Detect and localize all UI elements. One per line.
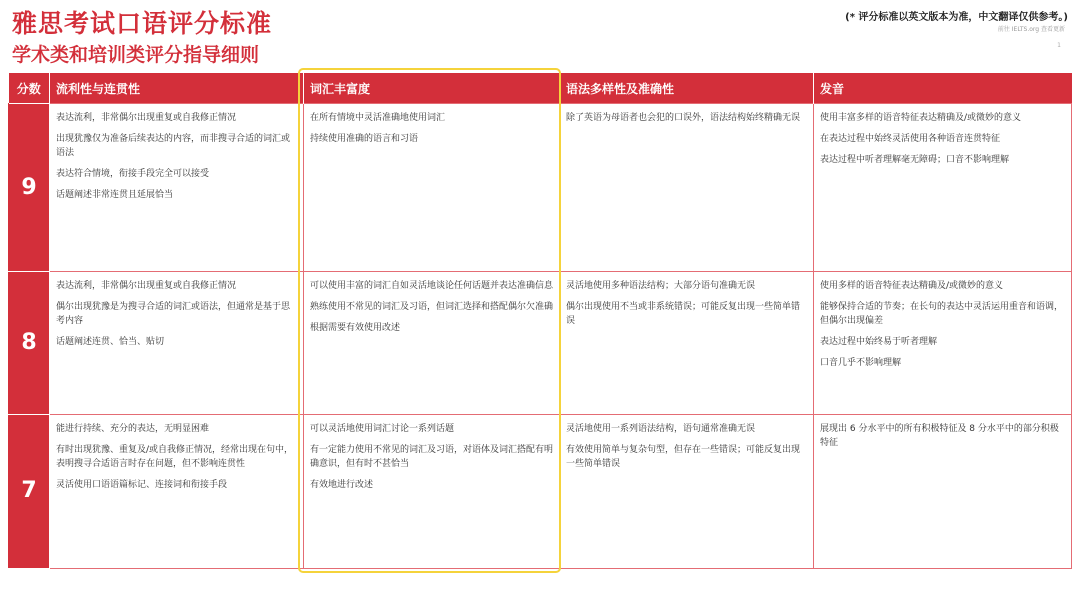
- score-cell: 9: [9, 104, 50, 272]
- descriptor: 熟练使用不常见的词汇及习语，但词汇选择和搭配偶尔欠准确: [310, 302, 554, 313]
- grammar-cell: [560, 414, 814, 568]
- descriptor: 根据需要有效使用改述: [310, 323, 401, 334]
- page-subtitle: 学术类和培训类评分指导细则: [12, 44, 260, 66]
- table-header-row: [9, 73, 1072, 104]
- descriptor: 偶尔出现犹豫是为搜寻合适的词汇或语法，但通常是基于思考内容: [56, 302, 291, 327]
- table-row: [9, 272, 1072, 414]
- column-header-fluency: 流利性与连贯性: [50, 73, 304, 104]
- criteria-table: [8, 73, 1072, 569]
- descriptor: 除了英语为母语者也会犯的口误外，语法结构始终精确无误: [566, 113, 801, 123]
- descriptor: 在表达过程中始终灵活使用各种语音连贯特征: [820, 134, 1001, 144]
- descriptor: 灵活地使用一系列语法结构，语句通常准确无误: [566, 423, 756, 434]
- descriptor: 展现出 6 分水平中的所有积极特征及 8 分水平中的部分积极特征: [820, 423, 1059, 448]
- descriptor: 表达流利，非常偶尔出现重复或自我修正情况: [56, 281, 237, 292]
- pronunciation-cell: [814, 272, 1072, 414]
- fluency-cell: [50, 414, 304, 568]
- lexical-cell: [304, 104, 560, 272]
- descriptor: 表达流利，非常偶尔出现重复或自我修正情况: [56, 113, 237, 123]
- descriptor: 在所有情境中灵活准确地使用词汇: [310, 113, 446, 123]
- descriptor: 口音几乎不影响理解: [820, 358, 902, 369]
- descriptor: 出现犹豫仅为准备后续表达的内容，而非搜寻合适的词汇或语法: [56, 134, 291, 158]
- pronunciation-cell: [814, 104, 1072, 272]
- descriptor: 有一定能力使用不常见的词汇及习语，对语体及词汇搭配有明确意识，但有时不甚恰当: [310, 444, 554, 469]
- page-title: 雅思考试口语评分标准: [12, 9, 273, 38]
- page-number: 1: [1057, 42, 1061, 49]
- column-header-grammar: 语法多样性及准确性: [560, 73, 814, 104]
- translation-note: (* 评分标准以英文版本为准，中文翻译仅供参考。): [845, 12, 1068, 23]
- pronunciation-cell: [814, 414, 1072, 568]
- descriptor: 表达过程中始终易于听者理解: [820, 337, 938, 348]
- descriptor: 灵活使用口语语篇标记、连接词和衔接手段: [56, 479, 228, 490]
- descriptor: 能够保持合适的节奏；在长句的表达中灵活运用重音和语调，但偶尔出现偏差: [820, 302, 1064, 327]
- lexical-cell: [304, 414, 560, 568]
- column-header-lexical: 词汇丰富度: [304, 73, 560, 104]
- fluency-cell: [50, 104, 304, 272]
- lexical-cell: [304, 272, 560, 414]
- grammar-cell: [560, 104, 814, 272]
- score-cell: 8: [9, 272, 50, 414]
- descriptor: 话题阐述非常连贯且延展恰当: [56, 190, 174, 200]
- fluency-cell: [50, 272, 304, 414]
- descriptor: 持续使用准确的语言和习语: [310, 134, 419, 144]
- ielts-update-link[interactable]: 前往 IELTS.org 查看更新: [997, 26, 1065, 33]
- descriptor: 可以使用丰富的词汇自如灵活地谈论任何话题并表达准确信息: [310, 281, 554, 292]
- descriptor: 有效使用简单与复杂句型，但存在一些错误；可能反复出现一些简单错误: [566, 444, 801, 469]
- descriptor: 灵活地使用多种语法结构；大部分语句准确无误: [566, 281, 756, 292]
- descriptor: 有效地进行改述: [310, 479, 374, 490]
- descriptor: 使用丰富多样的语音特征表达精确及/或微妙的意义: [820, 113, 1022, 123]
- table-row: [9, 104, 1072, 272]
- descriptor: 话题阐述连贯、恰当、贴切: [56, 337, 165, 348]
- column-header-score: 分数: [9, 73, 50, 104]
- column-header-pronunciation: 发音: [814, 73, 1072, 104]
- descriptor: 有时出现犹豫、重复及/或自我修正情况，经常出现在句中，表明搜寻合适语言时存在问题，但不影响连贯性: [56, 444, 294, 469]
- descriptor: 表达过程中听者理解毫无障碍；口音不影响理解: [820, 155, 1010, 165]
- grammar-cell: [560, 272, 814, 414]
- descriptor: 可以灵活地使用词汇讨论一系列话题: [310, 423, 455, 434]
- descriptor: 表达符合情境，衔接手段完全可以接受: [56, 169, 210, 179]
- score-cell: 7: [9, 414, 50, 568]
- table-row: [9, 414, 1072, 568]
- descriptor: 能进行持续、充分的表达，无明显困难: [56, 423, 210, 434]
- descriptor: 偶尔出现使用不当或非系统错误；可能反复出现一些简单错误: [566, 302, 801, 327]
- descriptor: 使用多样的语音特征表达精确及/或微妙的意义: [820, 281, 1004, 292]
